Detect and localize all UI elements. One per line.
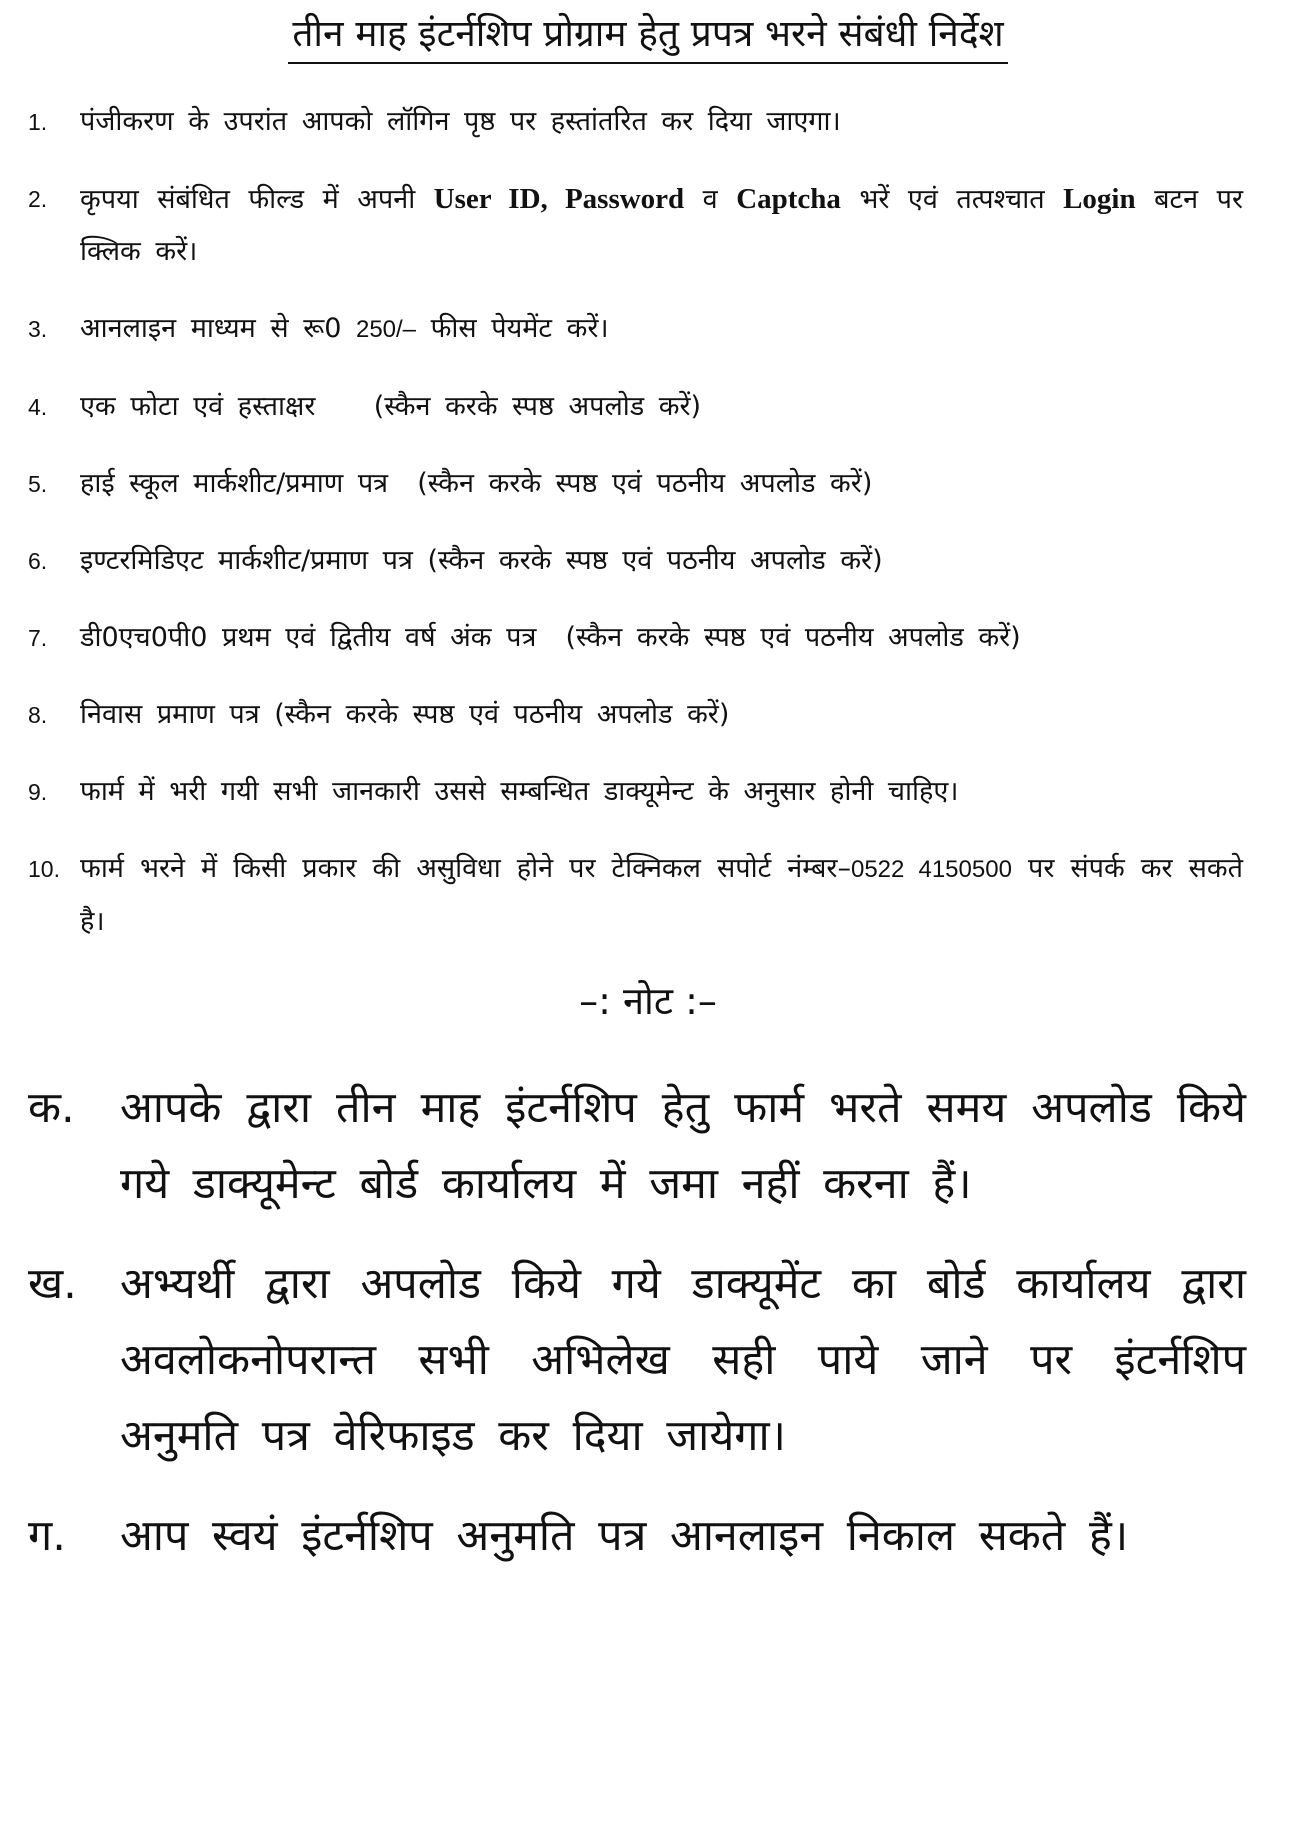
instruction-number: 9. <box>28 779 48 805</box>
captcha-text: Captcha <box>736 183 841 215</box>
note-marker: ख. <box>28 1259 77 1309</box>
instruction-number: 8. <box>28 702 48 728</box>
instruction-item-1 <box>28 96 1243 148</box>
instruction-text: फार्म में भरी गयी सभी जानकारी उससे सम्बन्धित डाक्यूमेन्ट के अनुसार होनी चाहिए। <box>80 776 959 807</box>
fee-amount: 250/– <box>355 316 417 343</box>
instruction-item-5 <box>28 458 1243 510</box>
note-item-ka <box>28 1070 1246 1222</box>
note-item-ga <box>28 1498 1246 1574</box>
notes-list <box>28 1070 1246 1598</box>
support-phone-number: 0522 4150500 <box>850 856 1012 883</box>
instruction-item-3 <box>28 303 1243 356</box>
instruction-number: 7. <box>28 625 48 651</box>
instruction-number: 4. <box>28 394 48 420</box>
instruction-number: 2. <box>28 186 48 212</box>
note-marker: क. <box>28 1083 75 1133</box>
instruction-item-2 <box>28 173 1243 278</box>
instruction-text-part: फीस पेयमेंट करें। <box>416 313 609 344</box>
instruction-text-part: भरें एवं तत्पश्चात <box>840 184 1064 215</box>
instruction-text-part: फार्म भरने में किसी प्रकार की असुविधा होने पर टेक्निकल सपोर्ट नंम्बर– <box>80 853 851 884</box>
instruction-text: हाई स्कूल मार्कशीट/प्रमाण पत्र (स्कैन करके स्पष्ठ एवं पठनीय अपलोड करें) <box>80 468 873 499</box>
note-text: आप स्वयं इंटर्नशिप अनुमति पत्र आनलाइन निकाल सकते हैं। <box>120 1511 1129 1561</box>
instruction-text-part: पर संपर्क कर सकते है। <box>80 853 1243 937</box>
instruction-number: 5. <box>28 471 48 497</box>
instructions-list <box>28 96 1243 973</box>
note-text: आपके द्वारा तीन माह इंटर्नशिप हेतु फार्म भरते समय अपलोड किये गये डाक्यूमेन्ट बोर्ड कार्यालय में जमा नहीं करना हैं। <box>120 1083 1246 1209</box>
note-item-kha <box>28 1246 1246 1474</box>
instruction-text: निवास प्रमाण पत्र (स्कैन करके स्पष्ठ एवं पठनीय अपलोड करें) <box>80 699 730 730</box>
instruction-text-part: आनलाइन माध्यम से रू0 <box>80 313 356 344</box>
login-button-text: Login <box>1063 183 1136 215</box>
instruction-item-10 <box>28 843 1243 948</box>
note-text: अभ्यर्थी द्वारा अपलोड किये गये डाक्यूमेंट का बोर्ड कार्यालय द्वारा अवलोकनोपरान्त सभी अभिलेख सही पाये जाने पर इंटर्नशिप अनुमति पत्र वेरिफाइड कर दिया जायेगा। <box>120 1259 1246 1461</box>
instruction-number: 1. <box>28 109 48 135</box>
note-marker: ग. <box>28 1511 66 1561</box>
instruction-text-part: कृपया संबंधित फील्ड में अपनी <box>80 184 434 215</box>
instruction-item-9 <box>28 766 1243 818</box>
note-heading: –: नोट :– <box>579 979 717 1023</box>
instruction-number: 10. <box>28 856 60 882</box>
instruction-text: इण्टरमिडिएट मार्कशीट/प्रमाण पत्र (स्कैन करके स्पष्ठ एवं पठनीय अपलोड करें) <box>80 545 883 576</box>
instruction-item-6 <box>28 535 1243 587</box>
instruction-item-4 <box>28 381 1243 433</box>
page-title-text: तीन माह इंटर्नशिप प्रोग्राम हेतु प्रपत्र भरने संबंधी निर्देश <box>288 8 1007 64</box>
credential-fields-text: User ID, Password <box>433 183 685 215</box>
instruction-text: डी0एच0पी0 प्रथम एवं द्वितीय वर्ष अंक पत्र (स्कैन करके स्पष्ठ एवं पठनीय अपलोड करें) <box>80 622 1021 653</box>
page-title <box>0 8 1296 64</box>
instruction-number: 6. <box>28 548 48 574</box>
instruction-number: 3. <box>28 316 48 342</box>
instruction-text-part: बटन पर क्लिक करें। <box>80 184 1243 267</box>
instruction-item-7 <box>28 612 1243 664</box>
instruction-text-part: व <box>684 184 737 215</box>
instruction-text: पंजीकरण के उपरांत आपको लॉगिन पृष्ठ पर हस्तांतरित कर दिया जाएगा। <box>80 106 841 137</box>
instruction-text: एक फोटा एवं हस्ताक्षर (स्कैन करके स्पष्ठ अपलोड करें) <box>80 391 702 422</box>
instruction-item-8 <box>28 689 1243 741</box>
